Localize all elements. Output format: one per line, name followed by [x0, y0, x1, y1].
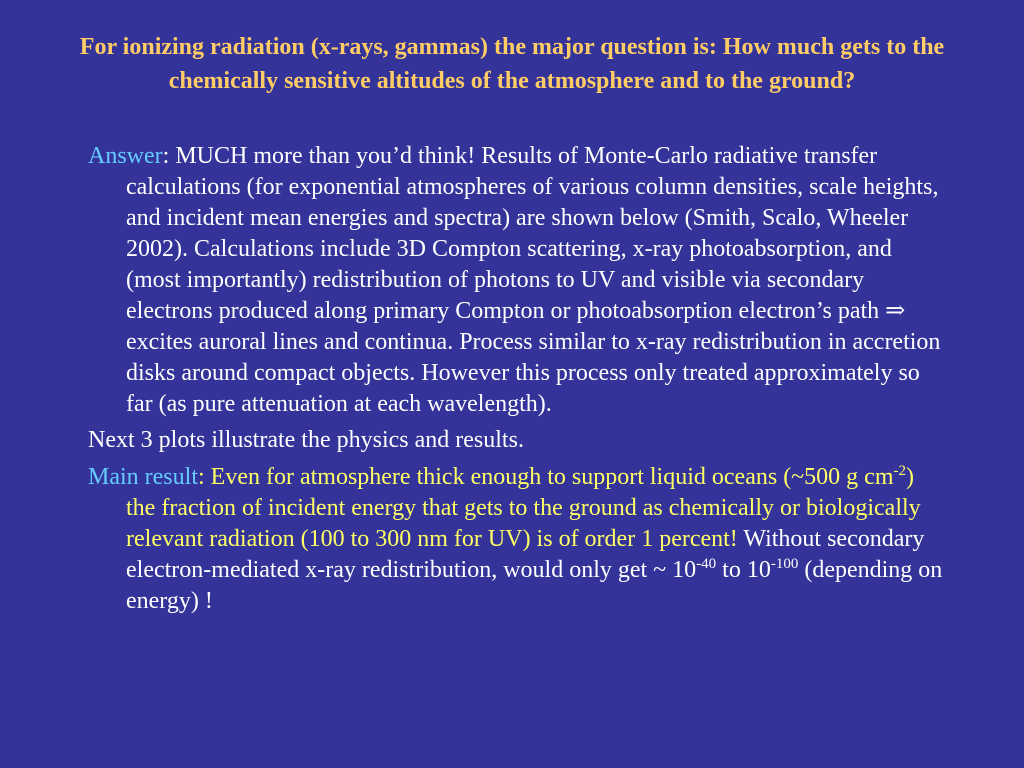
answer-paragraph — [88, 141, 948, 420]
main-result-tail-a: Without secondary electron-mediated x-ray redistribution, would only get ~ 10 — [126, 526, 925, 583]
main-result-paragraph — [88, 462, 948, 617]
next-plots-paragraph: Next 3 plots illustrate the physics and results. — [88, 427, 524, 453]
main-result-label: Main result — [88, 464, 198, 490]
main-result-colon: : — [197, 464, 205, 490]
answer-label: Answer — [88, 143, 163, 169]
main-result-tail-c: (depending on energy) ! — [126, 557, 943, 614]
answer-text: : MUCH more than you’d think! Results of Monte-Carlo radiative transfer calculations (for exponential atmospheres of various column densities, scale heights, and incident mean energies and spectra) are shown below (Smith, Scalo, Wheeler 2002). Calculations include 3D Compton scattering, x-ray photoabsorption, and (most importantly) redistribution of photons to UV and visible via secondary electrons produced along primary Compton or photoabsorption electron’s path ⇒ excites auroral lines and continua. Process similar to x-ray redistribution in accretion disks around compact objects. However this process only treated approximately so far (as pure attenuation at each wavelength). — [126, 143, 941, 417]
main-result-tail-sup2: -100 — [770, 556, 799, 572]
main-result-highlight-sup: -2 — [893, 463, 906, 479]
main-result-tail-b: to 10 — [716, 557, 771, 583]
main-result-tail-sup1: -40 — [696, 556, 717, 572]
slide-title: For ionizing radiation (x-rays, gammas) the major question is: How much gets to the chemically sensitive altitudes of the atmosphere and to the ground? — [79, 34, 945, 94]
main-result-highlight-b: ) — [905, 464, 914, 490]
main-result-highlight-c: the fraction of incident energy that gets to the ground as chemically or biologically relevant radiation (100 to 300 nm for UV) is of order 1 percent! — [126, 495, 921, 552]
main-result-highlight-a: Even for atmosphere thick enough to support liquid oceans (~500 g cm — [204, 464, 894, 490]
slide-body — [88, 141, 948, 617]
